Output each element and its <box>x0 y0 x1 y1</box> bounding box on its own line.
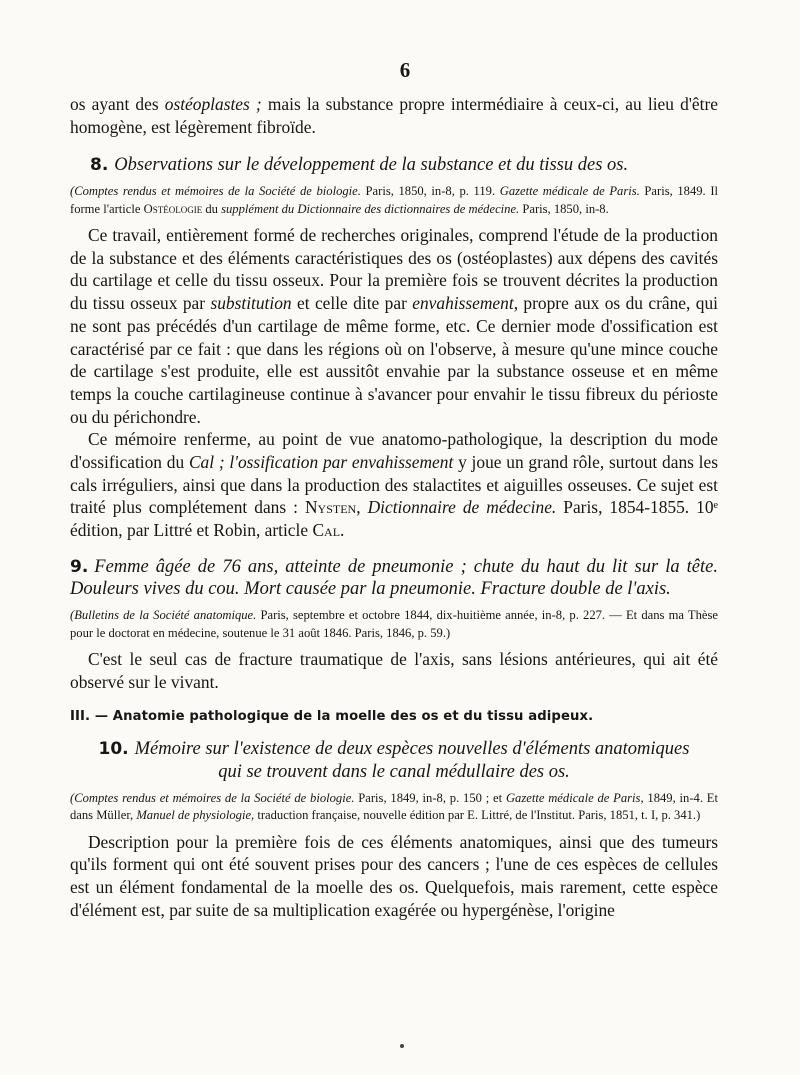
ref-italic: Manuel de physiologie, <box>136 808 255 823</box>
ink-dot <box>400 1044 404 1048</box>
ref-italic: supplément du Dictionnaire des dictionnaires de médecine. <box>221 201 520 216</box>
entry-9-reference <box>70 607 718 642</box>
ref-italic: Gazette médicale de Paris, <box>505 790 644 805</box>
para-text: et celle dite par <box>291 293 413 314</box>
entry-10-title-line2: qui se trouvent dans le canal médullaire des os. <box>218 762 570 783</box>
para-italic: substitution <box>210 293 292 314</box>
para-smallcaps: Nysten <box>305 497 357 518</box>
entry-9-paragraph: C'est le seul cas de fracture traumatique de l'axis, sans lésions antérieures, qui ait été observé sur le vivant. <box>70 649 718 692</box>
ref-text: Paris, 1850, in-8. <box>519 201 609 216</box>
ref-italic: (Bulletins de la Société anatomique. <box>70 608 257 623</box>
para-text: Ce mémoire renferme, au point de vue anatomo-pathologique, la description du mode d'ossification du <box>70 429 718 473</box>
para-text: Paris, 1854-1855. 10ᵉ édition, par Littré et Robin, article <box>70 497 718 541</box>
ref-smallcaps: Ostéologie <box>143 201 203 216</box>
entry-10-title-line1: Mémoire sur l'existence de deux espèces nouvelles d'éléments anatomiques <box>134 739 690 760</box>
page-number: 6 <box>399 58 411 82</box>
intro-text: os ayant des <box>70 94 165 114</box>
para-text: . <box>340 520 345 541</box>
entry-8-heading <box>70 154 718 177</box>
ref-text: 1849, in-4. Et dans Müller, <box>70 790 718 823</box>
entry-9-title: Femme âgée de 76 ans, atteinte de pneumonie ; chute du haut du lit sur la tête. Douleurs vives du cou. Mort causée par la pneumonie. Fracture double de l'axis. <box>70 556 718 600</box>
section-3-title: III. — Anatomie pathologique de la moelle des os et du tissu adipeux. <box>70 709 594 725</box>
ref-italic: (Comptes rendus et mémoires de la Société de biologie. <box>70 184 361 198</box>
para-text: , propre aux os du crâne, qui ne sont pas précédés d'un cartilage de même forme, etc. Ce dernier mode d'ossification est caractérisé par ce fait : que dans les régions où on l'observe, à mesure qu'une mince couche de cartilage s'est produite, elle est aussitôt envahie par la substance osseuse et en même temps la couche cartilagineuse continue à s'avancer pour envahir le tissu fibreux du périoste ou du périchondre. <box>70 293 718 427</box>
para-italic: Dictionnaire de médecine. <box>367 497 557 518</box>
document-page <box>70 58 718 921</box>
entry-10-paragraph: Description pour la première fois de ces éléments anatomiques, ainsi que des tumeurs qu'ils forment qui ont été souvent prises pour des cancers ; l'une de ces espèces de cellules est un élément fondamental de la moelle des os. Quelquefois, mais rarement, cette espèce d'élément est, par suite de sa multiplication exagérée ou hypergénèse, l'origine <box>70 831 718 920</box>
entry-9-number: 9. <box>70 556 89 577</box>
ref-text: traduction française, nouvelle édition par E. Littré, de l'Institut. Paris, 1851, t. I, p. 341.) <box>254 808 701 823</box>
ref-text: Paris, 1849. Il forme l'article <box>70 184 719 216</box>
ref-text: Paris, septembre et octobre 1844, dix-huitième année, in-8, p. 227. — Et dans ma Thèse pour le doctorat en médecine, soutenue le 31 août 1846. Paris, 1846, p. 59.) <box>70 608 719 640</box>
para-text: Ce travail, entièrement formé de recherches originales, comprend l'étude de la production de la substance et des éléments caractéristiques des os (ostéoplastes) aux dépens des cavités du cartilage et celle du tissu osseux. Pour la première fois se trouvent décrites la production du tissu osseux par <box>70 225 718 314</box>
ref-italic: (Comptes rendus et mémoires de la Société de biologie. <box>70 790 355 805</box>
para-italic: envahissement <box>412 293 514 314</box>
entry-10-heading <box>70 738 718 783</box>
intro-italic: ostéoplastes ; <box>164 94 262 114</box>
ref-italic: Gazette médicale de Paris. <box>499 184 640 198</box>
ref-text: Paris, 1849, in-8, p. 150 ; et <box>354 790 506 805</box>
para-text: y joue un grand rôle, surtout dans les cals irréguliers, ainsi que dans la production des stalactites et aiguilles osseuses. Ce sujet est traité plus complétement dans : <box>70 452 719 518</box>
intro-paragraph <box>70 93 718 138</box>
entry-8-paragraph-1 <box>70 224 718 428</box>
entry-8-reference <box>70 183 718 218</box>
entry-8-title: Observations sur le développement de la substance et du tissu des os. <box>114 155 629 176</box>
ref-text: Paris, 1850, in-8, p. 119. <box>360 184 500 198</box>
entry-8-number: 8. <box>90 155 109 176</box>
intro-text-rest: mais la substance propre intermédiaire à ceux-ci, au lieu d'être homogène, est légèrement fibroïde. <box>70 94 718 137</box>
entry-10-number: 10. <box>98 739 129 760</box>
para-smallcaps: Cal <box>312 520 341 541</box>
para-text: , <box>356 497 368 518</box>
entry-8-paragraph-2 <box>70 428 718 542</box>
ref-text: du <box>202 201 222 216</box>
para-italic: Cal ; l'ossification par envahissement <box>188 452 454 473</box>
entry-9-heading <box>70 556 718 601</box>
entry-10-reference <box>70 790 718 825</box>
